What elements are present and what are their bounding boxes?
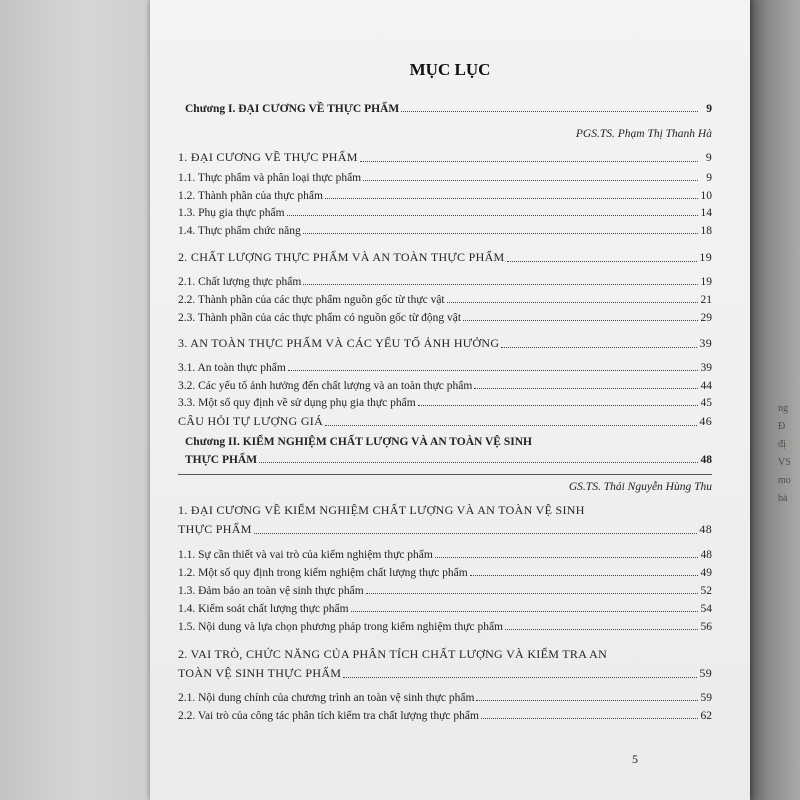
- toc-entry-page: 9: [706, 172, 712, 184]
- toc-entry-page: 59: [699, 666, 712, 680]
- toc-item-4-2: [178, 567, 712, 579]
- toc-review-questions: [178, 414, 712, 429]
- toc-entry-page: 62: [700, 710, 712, 722]
- dot-leader: [325, 424, 697, 426]
- toc-entry-title: THỰC PHẨM: [185, 454, 258, 466]
- toc-entry-title: 2.1. Nội dung chính của chương trình an toàn vệ sinh thực phẩm: [178, 692, 475, 704]
- toc-entry-page: 9: [706, 103, 712, 115]
- toc-section-2: [178, 250, 712, 265]
- toc-entry-page: 46: [699, 414, 712, 428]
- dot-leader: [501, 346, 697, 348]
- toc-item-3-1: [178, 362, 712, 374]
- toc-entry-page: 29: [700, 312, 712, 324]
- toc-item-5-1: [178, 692, 712, 704]
- dot-leader: [287, 214, 698, 216]
- toc-entry-title: 2.1. Chất lượng thực phẩm: [178, 276, 302, 288]
- toc-entry-title: 1.3. Phụ gia thực phẩm: [178, 207, 285, 219]
- toc-entry-page: 21: [700, 294, 712, 306]
- dot-leader: [470, 574, 698, 576]
- toc-item-4-1: [178, 549, 712, 561]
- toc-entry-title: THỰC PHẨM: [178, 522, 252, 536]
- toc-item-1-4: [178, 225, 712, 237]
- toc-entry-title: CÂU HỎI TỰ LƯỢNG GIÁ: [178, 414, 324, 428]
- toc-entry-title: 2.2. Vai trò của công tác phân tích kiểm tra chất lượng thực phẩm: [178, 710, 479, 722]
- dot-leader: [303, 283, 698, 285]
- dot-leader: [507, 260, 698, 262]
- toc-entry-page: 39: [700, 362, 712, 374]
- dot-leader: [463, 319, 698, 321]
- dot-leader: [363, 179, 698, 181]
- dot-leader: [254, 532, 698, 534]
- toc-entry-title: 1.3. Đảm bảo an toàn vệ sinh thực phẩm: [178, 585, 364, 597]
- toc-entry-title: 1. ĐẠI CƯƠNG VỀ THỰC PHẨM: [178, 150, 358, 164]
- toc-item-5-2: [178, 710, 712, 722]
- toc-entry-page: 39: [699, 336, 712, 350]
- toc-entry-title: 1.4. Kiểm soát chất lượng thực phẩm: [178, 603, 349, 615]
- toc-item-1-1: [178, 172, 712, 184]
- toc-entry-title: 1.4. Thực phẩm chức năng: [178, 225, 301, 237]
- dot-leader: [505, 628, 698, 630]
- toc-entry-page: 56: [700, 621, 712, 633]
- dot-leader: [303, 232, 698, 234]
- toc-entry-page: 49: [700, 567, 712, 579]
- toc-entry-page: 19: [699, 250, 712, 264]
- background-page-text: ng Đ đị VS mo bả: [778, 403, 791, 504]
- page-title: MỤC LỤC: [409, 60, 491, 79]
- background-left: [0, 0, 150, 800]
- dot-leader: [401, 110, 698, 112]
- dot-leader: [474, 387, 698, 389]
- divider-rule: [178, 474, 712, 475]
- dot-leader: [435, 556, 698, 558]
- dot-leader: [351, 610, 698, 612]
- toc-entry-page: 10: [700, 190, 712, 202]
- dot-leader: [325, 197, 698, 199]
- toc-section-4-line-1: 1. ĐẠI CƯƠNG VỀ KIỂM NGHIỆM CHẤT LƯỢNG VÀ AN TOÀN VỆ SINH: [178, 503, 585, 517]
- toc-section-1: [178, 150, 712, 165]
- toc-chapter-2-line-1: Chương II. KIỂM NGHIỆM CHẤT LƯỢNG VÀ AN TOÀN VỆ SINH: [185, 436, 532, 448]
- toc-entry-page: 44: [700, 380, 712, 392]
- toc-section-3: [178, 336, 712, 351]
- toc-entry-page: 45: [700, 397, 712, 409]
- dot-leader: [418, 404, 698, 406]
- toc-entry-page: 59: [700, 692, 712, 704]
- toc-entry-title: 3.3. Một số quy định về sử dụng phụ gia thực phẩm: [178, 397, 416, 409]
- toc-entry-title: 1.1. Sự cần thiết và vai trò của kiểm nghiệm thực phẩm: [178, 549, 433, 561]
- dot-leader: [476, 699, 698, 701]
- table-of-contents: [150, 0, 750, 800]
- dot-leader: [366, 592, 698, 594]
- toc-entry-title: 2.3. Thành phần của các thực phẩm có nguồn gốc từ động vật: [178, 312, 462, 324]
- toc-entry-title: TOÀN VỆ SINH THỰC PHẨM: [178, 666, 342, 680]
- toc-entry-page: 48: [700, 454, 712, 466]
- toc-entry-title: 1.5. Nội dung và lựa chọn phương pháp trong kiểm nghiệm thực phẩm: [178, 621, 504, 633]
- toc-item-2-2: [178, 294, 712, 306]
- toc-entry-page: 18: [700, 225, 712, 237]
- toc-entry-page: 9: [705, 150, 712, 164]
- toc-entry-page: 14: [700, 207, 712, 219]
- toc-section-5: [178, 666, 712, 681]
- dot-leader: [259, 461, 698, 463]
- toc-entry-title: 3.2. Các yếu tố ảnh hưởng đến chất lượng và an toàn thực phẩm: [178, 380, 473, 392]
- toc-item-4-4: [178, 603, 712, 615]
- toc-item-4-3: [178, 585, 712, 597]
- toc-entry-page: 54: [700, 603, 712, 615]
- toc-entry-title: 3. AN TOÀN THỰC PHẨM VÀ CÁC YẾU TỐ ẢNH HƯỞNG: [178, 336, 500, 350]
- dot-leader: [481, 717, 698, 719]
- dot-leader: [447, 301, 698, 303]
- chapter-1-author: PGS.TS. Phạm Thị Thanh Hà: [575, 128, 712, 140]
- toc-entry-title: Chương I. ĐẠI CƯƠNG VỀ THỰC PHẨM: [185, 103, 400, 115]
- toc-chapter-1: [185, 103, 712, 115]
- toc-item-3-3: [178, 397, 712, 409]
- dot-leader: [360, 160, 698, 162]
- toc-entry-title: 1.1. Thực phẩm và phân loại thực phẩm: [178, 172, 362, 184]
- toc-entry-title: 2.2. Thành phần của các thực phẩm nguồn gốc từ thực vật: [178, 294, 445, 306]
- toc-entry-page: 19: [700, 276, 712, 288]
- toc-section-5-line-1: 2. VAI TRÒ, CHỨC NĂNG CỦA PHÂN TÍCH CHẤT LƯỢNG VÀ KIỂM TRA AN: [178, 647, 608, 661]
- toc-entry-title: 2. CHẤT LƯỢNG THỰC PHẨM VÀ AN TOÀN THỰC PHẨM: [178, 250, 505, 264]
- toc-item-1-2: [178, 190, 712, 202]
- toc-entry-page: 48: [700, 549, 712, 561]
- toc-entry-title: 1.2. Một số quy định trong kiểm nghiệm chất lượng thực phẩm: [178, 567, 468, 579]
- toc-entry-title: 3.1. An toàn thực phẩm: [178, 362, 286, 374]
- toc-item-4-5: [178, 621, 712, 633]
- page-number: 5: [632, 752, 638, 766]
- toc-item-2-1: [178, 276, 712, 288]
- toc-item-1-3: [178, 207, 712, 219]
- toc-chapter-2: [185, 454, 712, 466]
- toc-entry-page: 48: [699, 522, 712, 536]
- toc-entry-title: 1.2. Thành phần của thực phẩm: [178, 190, 323, 202]
- toc-item-3-2: [178, 380, 712, 392]
- book-page: [150, 0, 750, 800]
- toc-section-4: [178, 522, 712, 537]
- toc-item-2-3: [178, 312, 712, 324]
- dot-leader: [343, 676, 697, 678]
- dot-leader: [288, 369, 698, 371]
- toc-entry-page: 52: [700, 585, 712, 597]
- chapter-2-author: GS.TS. Thái Nguyễn Hùng Thu: [568, 481, 712, 493]
